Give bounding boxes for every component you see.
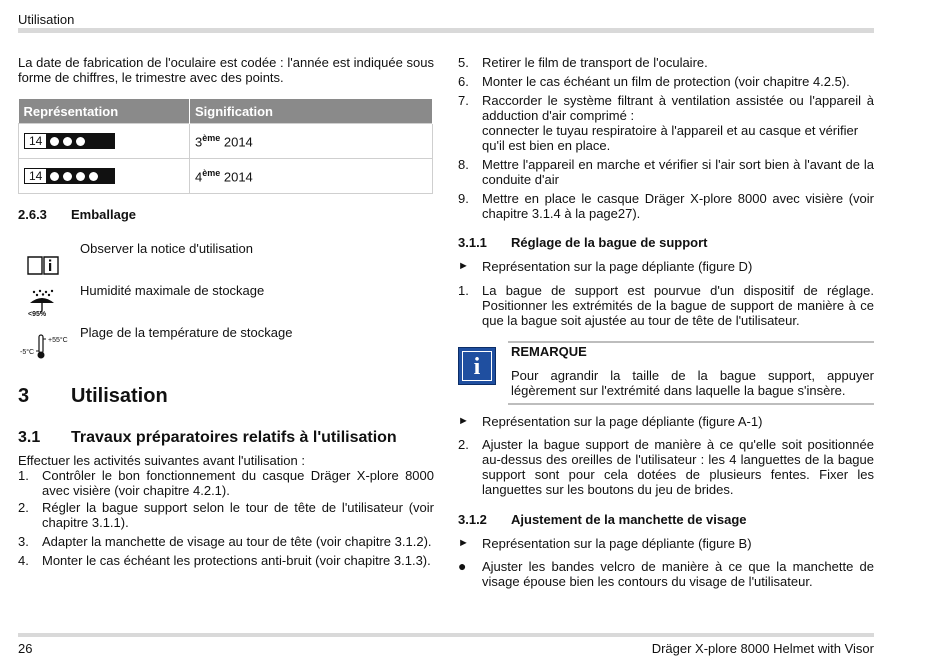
list-item: 1. La bague de support est pourvue d'un dispositif de réglage. Positionner les extrémités de la bague de support de manière à ce que la bague soit ajustée au tour de tête de l'utilisateur. [458,283,874,328]
section-heading-3-1-1: 3.1.1 Réglage de la bague de support [458,235,708,250]
list-item: 9. Mettre en place le casque Dräger X-plore 8000 avec visière (voir chapitre 3.1.4 à la page27). [458,191,874,221]
list-item: 4. Monter le cas échéant les protections anti-bruit (voir chapitre 3.1.3). [18,553,431,568]
signification-cell: 3ème 2014 [190,124,433,159]
packaging-text-temperature: Plage de la température de stockage [80,325,293,340]
header-rule [18,28,874,33]
arrow-right-icon: ► [458,260,469,272]
manual-icon [26,254,60,276]
steps-list-right [458,55,874,221]
list-item: 7. Raccorder le système filtrant à ventilation assistée ou l'appareil à adduction d'air comprimé : connecter le tuyau respiratoire à l'appareil et au casque et vérifier qu'il est bien en place. [458,93,874,153]
list-item: 3. Adapter la manchette de visage au tour de tête (voir chapitre 3.1.2). [18,534,432,549]
section-heading-3-1: 3.1 Travaux préparatoires relatifs à l'utilisation [18,429,397,446]
intro-paragraph: La date de fabrication de l'oculaire est codée : l'année est indiquée sous forme de chiffres, le trimestre avec des points. [18,55,434,85]
signification-cell: 4ème 2014 [190,159,433,194]
arrow-right-icon: ► [458,415,469,427]
list-item: 1. Contrôler le bon fonctionnement du casque Dräger X-plore 8000 avec visière (voir chapitre 4.2.1). [18,468,434,498]
section-heading-3-1-2: 3.1.2 Ajustement de la manchette de visage [458,512,747,527]
date-code-3-dots: 14 [24,133,115,149]
list-item: 5. Retirer le film de transport de l'oculaire. [458,55,708,70]
chapter-heading: 3 Utilisation [18,385,168,407]
steps-list-left [18,468,434,568]
arrow-right-icon: ► [458,537,469,549]
list-item: 2. Ajuster la bague support de manière à ce qu'elle soit positionnée au-dessus des oreilles de l'utilisateur : les 4 languettes de la bague support sont pour cela dotées de plusieurs fentes. Fixer les languettes sur les boutons du jeu de brides. [458,437,874,497]
figure-reference: ► Représentation sur la page dépliante (figure D) [458,259,753,274]
table-header-signification: Signification [190,99,433,124]
quarter-dots [46,134,114,148]
list-item: 8. Mettre l'appareil en marche et vérifier si l'air sort bien à l'avant de la conduite d'air [458,157,874,187]
packaging-text-manual: Observer la notice d'utilisation [80,241,254,256]
list-item: 2. Régler la bague support selon le tour de tête de l'utilisateur (voir chapitre 3.1.1). [18,500,434,530]
date-code-4-dots: 14 [24,168,115,184]
info-icon: i [458,347,496,385]
note-bottom-rule [508,403,874,405]
packaging-text-humidity: Humidité maximale de stockage [80,283,265,298]
footer-rule [18,633,874,637]
note-title: REMARQUE [511,344,587,359]
bullet-icon: ● [458,558,467,574]
document-title: Dräger X-plore 8000 Helmet with Visor [651,641,874,656]
table-header-representation: Représentation [19,99,190,124]
figure-reference: ► Représentation sur la page dépliante (figure A-1) [458,414,763,429]
note-top-rule [508,341,874,343]
quarter-dots [46,169,114,183]
page-number: 26 [18,641,33,656]
section-heading-2-6-3: 2.6.3 Emballage [18,207,137,222]
date-code-table [18,99,434,194]
humidity-icon: <95% [22,289,62,321]
thermometer-icon: +55°C -5°C [20,334,72,362]
list-item: 6. Monter le cas échéant un film de protection (voir chapitre 4.2.5). [458,74,850,89]
table-row [19,124,433,159]
note-text: Pour agrandir la taille de la bague support, appuyer légèrement sur l'extrémité dans laquelle la bague s'insère. [511,368,874,398]
table-row [19,159,433,194]
running-header: Utilisation [18,12,75,27]
figure-reference: ► Représentation sur la page dépliante (figure B) [458,536,752,551]
section-intro: Effectuer les activités suivantes avant l'utilisation : [18,453,305,468]
bullet-item: ● Ajuster les bandes velcro de manière à ce que la manchette de visage épouse bien les contours du visage de l'utilisateur. [458,558,874,589]
